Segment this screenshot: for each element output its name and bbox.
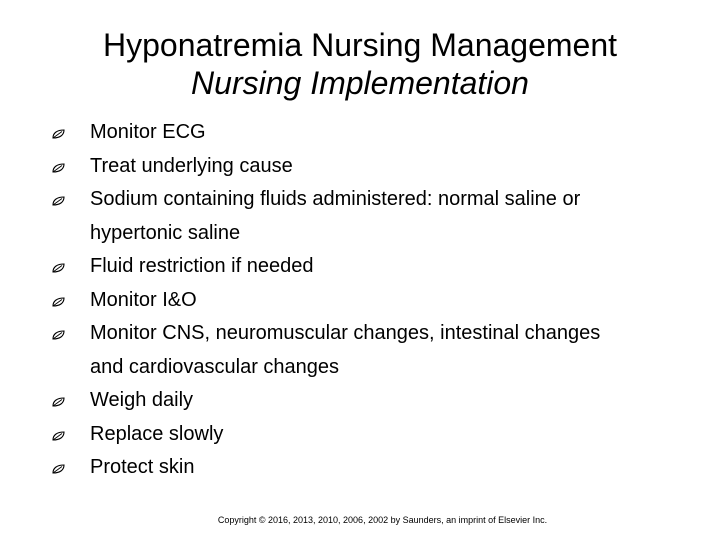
bullet-text: Sodium containing fluids administered: normal saline or <box>90 188 581 210</box>
leaf-bullet-icon <box>52 297 66 307</box>
bullet-item <box>52 250 712 284</box>
slide-title <box>0 26 720 102</box>
leaf-bullet-icon <box>52 129 66 139</box>
bullet-item <box>52 150 712 184</box>
bullet-text: Replace slowly <box>90 422 224 445</box>
bullet-item <box>52 116 712 150</box>
bullet-item <box>52 317 712 384</box>
leaf-bullet-icon <box>52 196 66 206</box>
leaf-bullet-icon <box>52 330 66 340</box>
bullet-item <box>52 284 712 318</box>
bullet-list <box>52 116 712 485</box>
bullet-text: Protect skin <box>90 456 195 478</box>
bullet-text: Monitor ECG <box>90 121 206 143</box>
copyright-footer: Copyright © 2016, 2013, 2010, 2006, 2002 by Saunders, an imprint of Elsevier Inc. <box>217 515 548 525</box>
bullet-text: and cardiovascular changes <box>90 355 340 378</box>
leaf-bullet-icon <box>52 163 66 173</box>
bullet-text: Treat underlying cause <box>90 154 293 177</box>
bullet-text: Fluid restriction if needed <box>90 255 314 277</box>
bullet-text: Monitor CNS, neuromuscular changes, intestinal changes <box>90 322 601 344</box>
title-line-1: Hyponatremia Nursing Management <box>102 27 618 63</box>
bullet-item <box>52 451 712 485</box>
leaf-bullet-icon <box>52 464 66 474</box>
bullet-item <box>52 418 712 452</box>
bullet-item <box>52 183 712 250</box>
bullet-text: Monitor I&O <box>90 288 197 311</box>
bullet-text: Weigh daily <box>90 389 194 411</box>
leaf-bullet-icon <box>52 263 66 273</box>
bullet-item <box>52 384 712 418</box>
title-line-2: Nursing Implementation <box>191 65 529 101</box>
leaf-bullet-icon <box>52 431 66 441</box>
bullet-text: hypertonic saline <box>90 221 241 244</box>
leaf-bullet-icon <box>52 397 66 407</box>
